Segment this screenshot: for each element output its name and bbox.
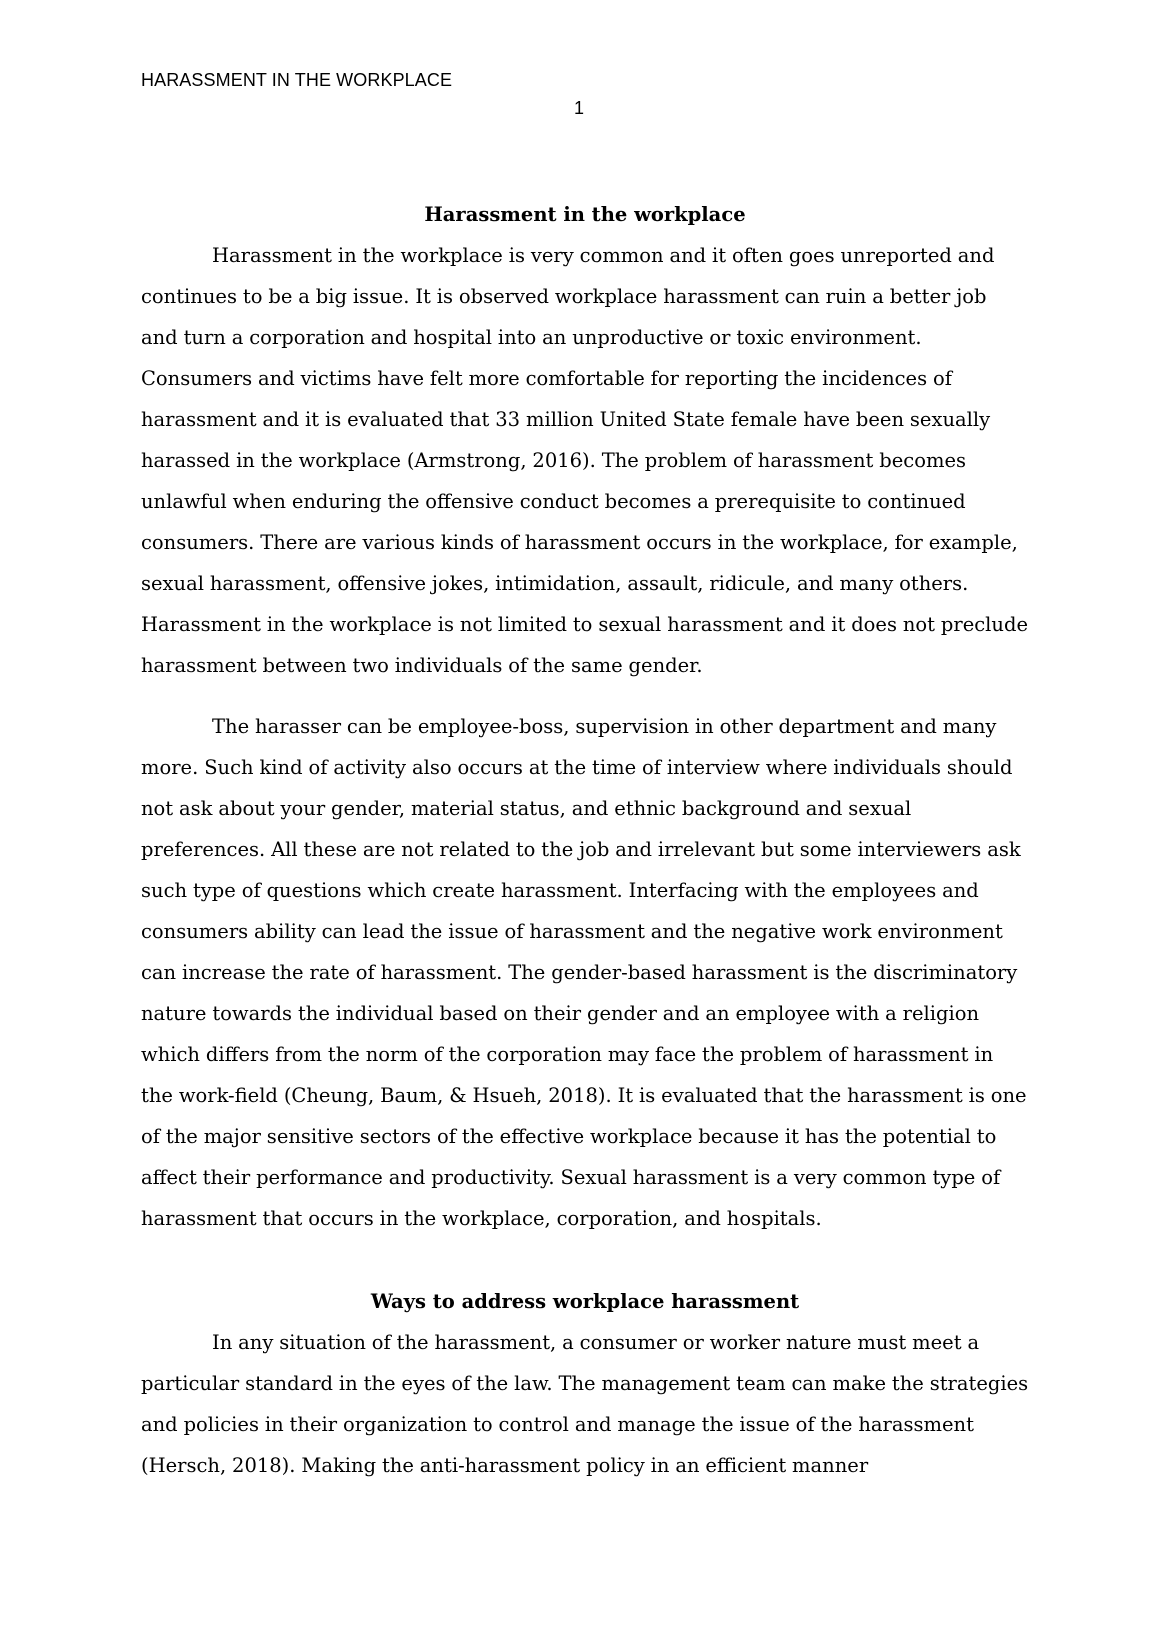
- paragraph: In any situation of the harassment, a consumer or worker nature must meet a particular standard in the eyes of the law. The management team can make the strategies and policies in their organization to control and manage the issue of the harassment (Hersch, 2018). Making the anti-harassment policy in an efficient manner: [141, 1331, 1029, 1477]
- paragraph: The harasser can be employee-boss, supervision in other department and many more. Such kind of activity also occurs at the time of interview where individuals should not ask about your gender, material status, and ethnic background and sexual preferences. All these are not related to the job and irrelevant but some interviewers ask such type of questions which create harassment. Interfacing with the employees and consumers ability can lead the issue of harassment and the negative work environment can increase the rate of harassment. The gender-based harassment is the discriminatory nature towards the individual based on their gender and an employee with a religion which differs from the norm of the corporation may face the problem of harassment in the work-field (Cheung, Baum, & Hsueh, 2018). It is evaluated that the harassment is one of the major sensitive sectors of the effective workplace because it has the potential to affect their performance and productivity. Sexual harassment is a very common type of harassment that occurs in the workplace, corporation, and hospitals.: [141, 715, 1027, 1230]
- paragraph-spacer: [141, 686, 1029, 706]
- section-spacer: [141, 1239, 1029, 1281]
- document-title: Harassment in the workplace: [424, 203, 746, 226]
- running-head: HARASSMENT IN THE WORKPLACE: [141, 70, 453, 90]
- section-heading: Ways to address workplace harassment: [370, 1290, 800, 1313]
- document-body: [141, 194, 1029, 1486]
- page-number: 1: [573, 98, 584, 118]
- paragraph: Harassment in the workplace is very common and it often goes unreported and continues to be a big issue. It is observed workplace harassment can ruin a better job and turn a corporation and hospital into an unproductive or toxic environment. Consumers and victims have felt more comfortable for reporting the incidences of harassment and it is evaluated that 33 million United State female have been sexually harassed in the workplace (Armstrong, 2016). The problem of harassment becomes unlawful when enduring the offensive conduct becomes a prerequisite to continued consumers. There are various kinds of harassment occurs in the workplace, for example, sexual harassment, offensive jokes, intimidation, assault, ridicule, and many others. Harassment in the workplace is not limited to sexual harassment and it does not preclude harassment between two individuals of the same gender.: [141, 244, 1028, 677]
